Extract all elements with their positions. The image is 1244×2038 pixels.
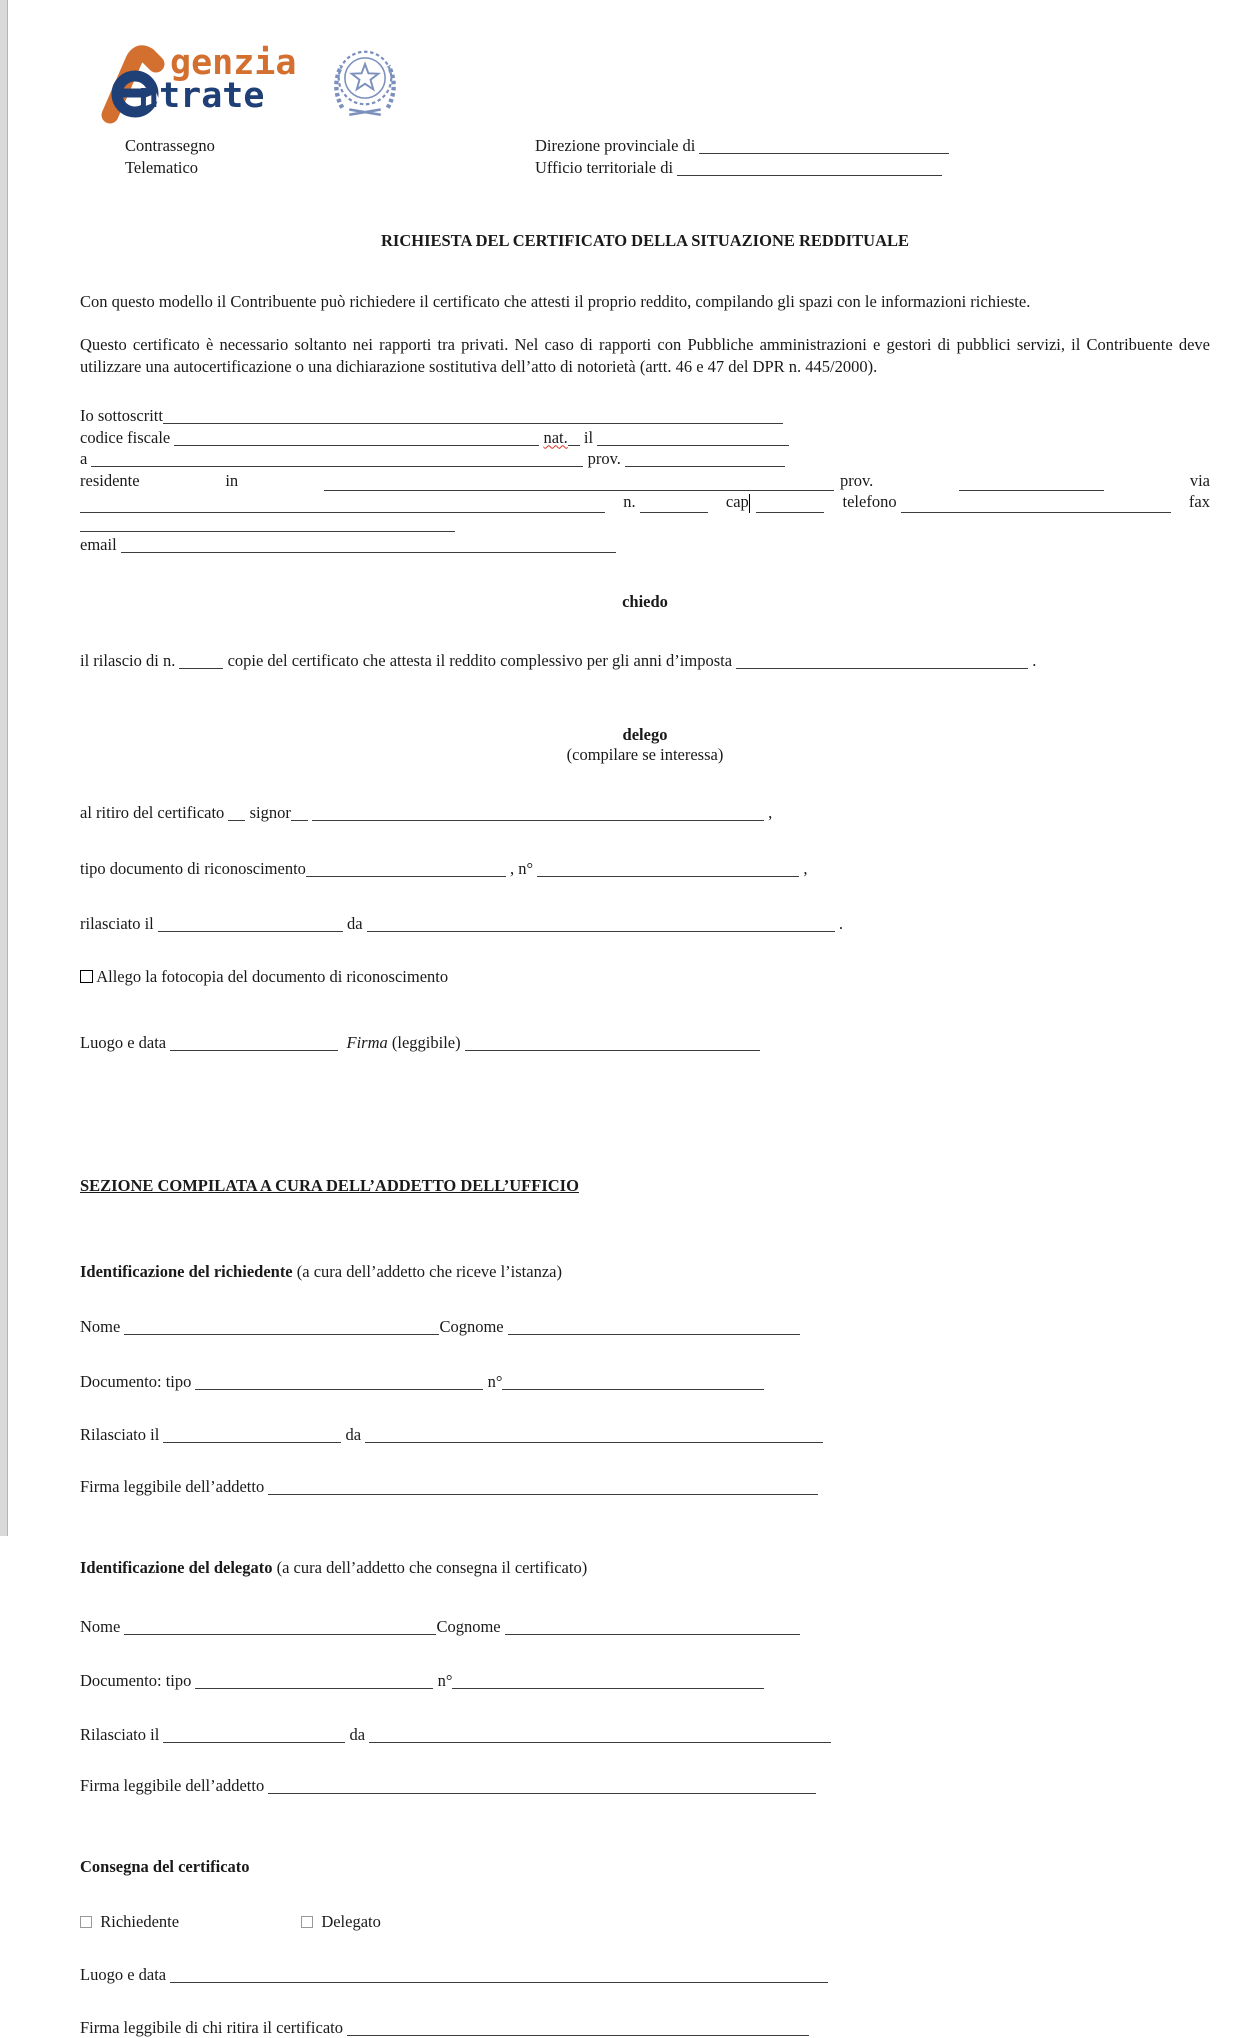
rilascio-copie-label: copie del certificato che attesta il reddito complessivo per gli anni d’imposta xyxy=(223,651,736,670)
indirizzo-telefono-blank-line[interactable] xyxy=(640,499,708,513)
fax-continuation-blank-line[interactable] xyxy=(80,518,455,532)
ufficio-territoriale-label: Ufficio territoriale di xyxy=(535,158,677,177)
indirizzo-telefono-label: n. xyxy=(623,491,640,513)
ritiro-certificato-blank-line[interactable] xyxy=(291,807,308,821)
richiedente-firma-addetto-label: Firma leggibile dell’addetto xyxy=(80,1477,268,1496)
rilasciato-da-label: da xyxy=(343,914,367,933)
indirizzo-telefono-row xyxy=(80,491,1210,513)
io-sottoscritto-row xyxy=(80,405,1210,427)
direzione-provinciale-blank-line[interactable] xyxy=(699,140,949,154)
codice-fiscale-label: il xyxy=(580,428,597,447)
delegato-rilasciato-label: Rilasciato il xyxy=(80,1725,163,1744)
tipo-documento-label: tipo documento di riconoscimento xyxy=(80,859,306,878)
tipo-documento-label: , n° xyxy=(506,859,537,878)
italian-republic-emblem-icon xyxy=(330,43,400,127)
delego-heading: delego xyxy=(80,725,1210,745)
identificazione-delegato-heading xyxy=(80,1557,1210,1579)
luogo-data-firma-blank-line[interactable] xyxy=(170,1037,338,1051)
sezione-addetto-heading: SEZIONE COMPILATA A CURA DELL’ADDETTO DELL’UFFICIO xyxy=(80,1176,1210,1196)
delegato-documento-label: n° xyxy=(433,1671,452,1690)
intro-paragraph-2: Questo certificato è necessario soltanto nei rapporti tra privati. Nel caso di rapporti con Pubbliche amministrazioni e gestori di pubblici servizi, il Contribuente deve utilizzare una autocertificazione o una dichiarazione sostitutiva dell’atto di notorietà (artt. 46 e 47 del DPR n. 445/2000). xyxy=(80,334,1210,378)
indirizzo-telefono-blank-line[interactable] xyxy=(80,499,605,513)
ritiro-certificato-blank-line[interactable] xyxy=(312,807,764,821)
telematico-label: Telematico xyxy=(125,157,1210,179)
office-destination-block xyxy=(535,135,949,178)
codice-fiscale-label: codice fiscale xyxy=(80,428,174,447)
richiedente-rilasciato-blank-line[interactable] xyxy=(163,1429,341,1443)
ritiro-certificato-label: , xyxy=(764,803,772,822)
consegna-options-label: Richiedente xyxy=(92,1912,179,1931)
ritiro-certificato-blank-line[interactable] xyxy=(228,807,245,821)
consegna-options-space xyxy=(179,1926,301,1927)
codice-fiscale-blank-line[interactable] xyxy=(568,432,580,446)
richiedente-nome-cognome-label: Cognome xyxy=(439,1317,507,1336)
direzione-provinciale-label: Direzione provinciale di xyxy=(535,136,699,155)
ritiro-certificato-row xyxy=(80,802,1210,824)
richiedente-rilasciato-label: da xyxy=(341,1425,365,1444)
ufficio-territoriale-row xyxy=(535,157,949,179)
richiedente-rilasciato-label: Rilasciato il xyxy=(80,1425,163,1444)
rilascio-copie-blank-line[interactable] xyxy=(179,655,223,669)
delegato-documento-blank-line[interactable] xyxy=(452,1675,764,1689)
residente-label: prov. xyxy=(840,470,873,492)
nato-a-label: prov. xyxy=(583,449,625,468)
richiedente-firma-addetto-blank-line[interactable] xyxy=(268,1481,818,1495)
delegato-firma-addetto-label: Firma leggibile dell’addetto xyxy=(80,1776,268,1795)
residente-blank-line[interactable] xyxy=(324,477,834,491)
consegna-luogo-data-blank-line[interactable] xyxy=(170,1969,828,1983)
luogo-data-firma-label: Firma xyxy=(347,1033,388,1052)
rilascio-copie-blank-line[interactable] xyxy=(736,655,1028,669)
form-header xyxy=(80,135,1210,187)
contrassegno-label: Contrassegno xyxy=(125,135,1210,157)
indirizzo-telefono-label: fax xyxy=(1189,491,1210,513)
richiedente-rilasciato-blank-line[interactable] xyxy=(365,1429,823,1443)
indirizzo-telefono-blank-line[interactable] xyxy=(901,499,1171,513)
residente-row xyxy=(80,470,1210,492)
rilasciato-da-blank-line[interactable] xyxy=(367,918,835,932)
ufficio-territoriale-blank-line[interactable] xyxy=(677,162,942,176)
identificazione-richiedente-heading-label: (a cura dell’addetto che riceve l’istanza) xyxy=(293,1262,562,1281)
ritiro-certificato-label: al ritiro del certificato xyxy=(80,803,228,822)
identificazione-richiedente-heading-label: Identificazione del richiedente xyxy=(80,1262,293,1281)
brand-line-2: ntrate xyxy=(138,80,296,113)
delegato-rilasciato-row xyxy=(80,1724,1210,1746)
rilascio-copie-label: . xyxy=(1028,651,1036,670)
consegna-options-label: Delegato xyxy=(313,1912,381,1931)
identificazione-delegato-heading-label: (a cura dell’addetto che consegna il certificato) xyxy=(272,1558,587,1577)
delegato-nome-cognome-label: Cognome xyxy=(436,1617,504,1636)
consegna-options-checkbox[interactable] xyxy=(301,1916,313,1928)
consegna-luogo-data-label: Luogo e data xyxy=(80,1965,170,1984)
delegato-nome-cognome-label: Nome xyxy=(80,1617,124,1636)
applicant-section xyxy=(80,405,1210,556)
rilascio-copie-label: il rilascio di n. xyxy=(80,651,179,670)
rilasciato-da-label: . xyxy=(835,914,843,933)
nato-a-label: a xyxy=(80,449,91,468)
tipo-documento-blank-line[interactable] xyxy=(306,863,506,877)
consegna-options-checkbox[interactable] xyxy=(80,1916,92,1928)
agenzia-entrate-wordmark xyxy=(138,47,296,113)
form-title: RICHIESTA DEL CERTIFICATO DELLA SITUAZIONE REDDITUALE xyxy=(80,231,1210,251)
richiedente-documento-label: n° xyxy=(483,1372,502,1391)
luogo-data-firma-blank-line[interactable] xyxy=(465,1037,760,1051)
delegato-firma-addetto-blank-line[interactable] xyxy=(268,1780,816,1794)
codice-fiscale-blank-line[interactable] xyxy=(174,432,539,446)
delegato-rilasciato-blank-line[interactable] xyxy=(163,1729,345,1743)
indirizzo-telefono-label: telefono xyxy=(843,491,901,513)
nato-a-blank-line[interactable] xyxy=(91,453,583,467)
nato-a-blank-line[interactable] xyxy=(625,453,785,467)
delegato-rilasciato-blank-line[interactable] xyxy=(369,1729,831,1743)
consegna-certificato-heading: Consegna del certificato xyxy=(80,1857,1210,1877)
allego-fotocopia-row xyxy=(80,966,1210,988)
delego-subheading: (compilare se interessa) xyxy=(80,745,1210,765)
allego-fotocopia-label: Allego la fotocopia del documento di riconoscimento xyxy=(93,967,448,986)
tipo-documento-row xyxy=(80,858,1210,880)
richiedente-nome-cognome-row xyxy=(80,1316,1210,1338)
identificazione-delegato-heading-label: Identificazione del delegato xyxy=(80,1558,272,1577)
io-sottoscritto-blank-line[interactable] xyxy=(163,410,783,424)
indirizzo-telefono-blank-line[interactable] xyxy=(756,499,824,513)
consegna-firma-ritiro-blank-line[interactable] xyxy=(347,2022,809,2036)
residente-label: residente xyxy=(80,470,140,492)
luogo-data-firma-label xyxy=(338,1033,346,1052)
consegna-firma-ritiro-label: Firma leggibile di chi ritira il certificato xyxy=(80,2018,347,2037)
brand-line-1: genzia xyxy=(138,47,296,80)
luogo-data-firma-row xyxy=(80,1032,1210,1054)
delegato-nome-cognome-blank-line[interactable] xyxy=(124,1621,436,1635)
rilasciato-da-blank-line[interactable] xyxy=(158,918,343,932)
delegato-documento-blank-line[interactable] xyxy=(195,1675,433,1689)
residente-label: in xyxy=(225,470,238,492)
residente-label: via xyxy=(1190,470,1210,492)
delegato-nome-cognome-row xyxy=(80,1616,1210,1638)
richiedente-documento-label: Documento: tipo xyxy=(80,1372,195,1391)
email-label: email xyxy=(80,535,121,554)
email-blank-line[interactable] xyxy=(121,539,616,553)
consegna-firma-ritiro-row xyxy=(80,2017,1210,2038)
consegna-luogo-data-row xyxy=(80,1964,1210,1986)
delegato-documento-label: Documento: tipo xyxy=(80,1671,195,1690)
nato-a-row xyxy=(80,448,1210,470)
richiedente-nome-cognome-blank-line[interactable] xyxy=(508,1321,800,1335)
rilasciato-da-row xyxy=(80,913,1210,935)
residente-blank-line[interactable] xyxy=(959,477,1104,491)
rilasciato-da-label: rilasciato il xyxy=(80,914,158,933)
allego-fotocopia-checkbox[interactable] xyxy=(80,970,93,983)
agenzia-entrate-logo xyxy=(80,45,1210,129)
richiedente-documento-blank-line[interactable] xyxy=(502,1376,764,1390)
chiedo-heading: chiedo xyxy=(80,592,1210,612)
delegato-rilasciato-label: da xyxy=(345,1725,369,1744)
delegato-nome-cognome-blank-line[interactable] xyxy=(505,1621,800,1635)
richiedente-rilasciato-row xyxy=(80,1424,1210,1446)
richiedente-nome-cognome-label: Nome xyxy=(80,1317,124,1336)
consegna-options-row xyxy=(80,1911,1210,1933)
richiedente-documento-blank-line[interactable] xyxy=(195,1376,483,1390)
text-cursor xyxy=(749,494,751,513)
richiedente-firma-addetto-row xyxy=(80,1476,1210,1498)
ritiro-certificato-label: signor xyxy=(245,803,290,822)
intro-paragraph-1: Con questo modello il Contribuente può richiedere il certificato che attesti il proprio reddito, compilando gli spazi con le informazioni richieste. xyxy=(80,291,1210,313)
delegato-firma-addetto-row xyxy=(80,1775,1210,1797)
codice-fiscale-misspelled-word: nat. xyxy=(543,428,567,447)
codice-fiscale-row xyxy=(80,427,1210,449)
fax-continuation-row xyxy=(80,513,1210,535)
io-sottoscritto-label: Io sottoscritt xyxy=(80,406,163,425)
richiedente-documento-row xyxy=(80,1371,1210,1393)
luogo-data-firma-label: Luogo e data xyxy=(80,1033,170,1052)
indirizzo-telefono-label: cap xyxy=(726,491,749,513)
tipo-documento-label: , xyxy=(799,859,807,878)
identificazione-richiedente-heading xyxy=(80,1261,1210,1283)
delegato-documento-row xyxy=(80,1670,1210,1692)
email-row xyxy=(80,534,1210,556)
direzione-provinciale-row xyxy=(535,135,949,157)
codice-fiscale-blank-line[interactable] xyxy=(597,432,789,446)
tipo-documento-blank-line[interactable] xyxy=(537,863,799,877)
luogo-data-firma-label: (leggibile) xyxy=(388,1033,465,1052)
rilascio-copie-row xyxy=(80,650,1210,672)
richiedente-nome-cognome-blank-line[interactable] xyxy=(124,1321,439,1335)
